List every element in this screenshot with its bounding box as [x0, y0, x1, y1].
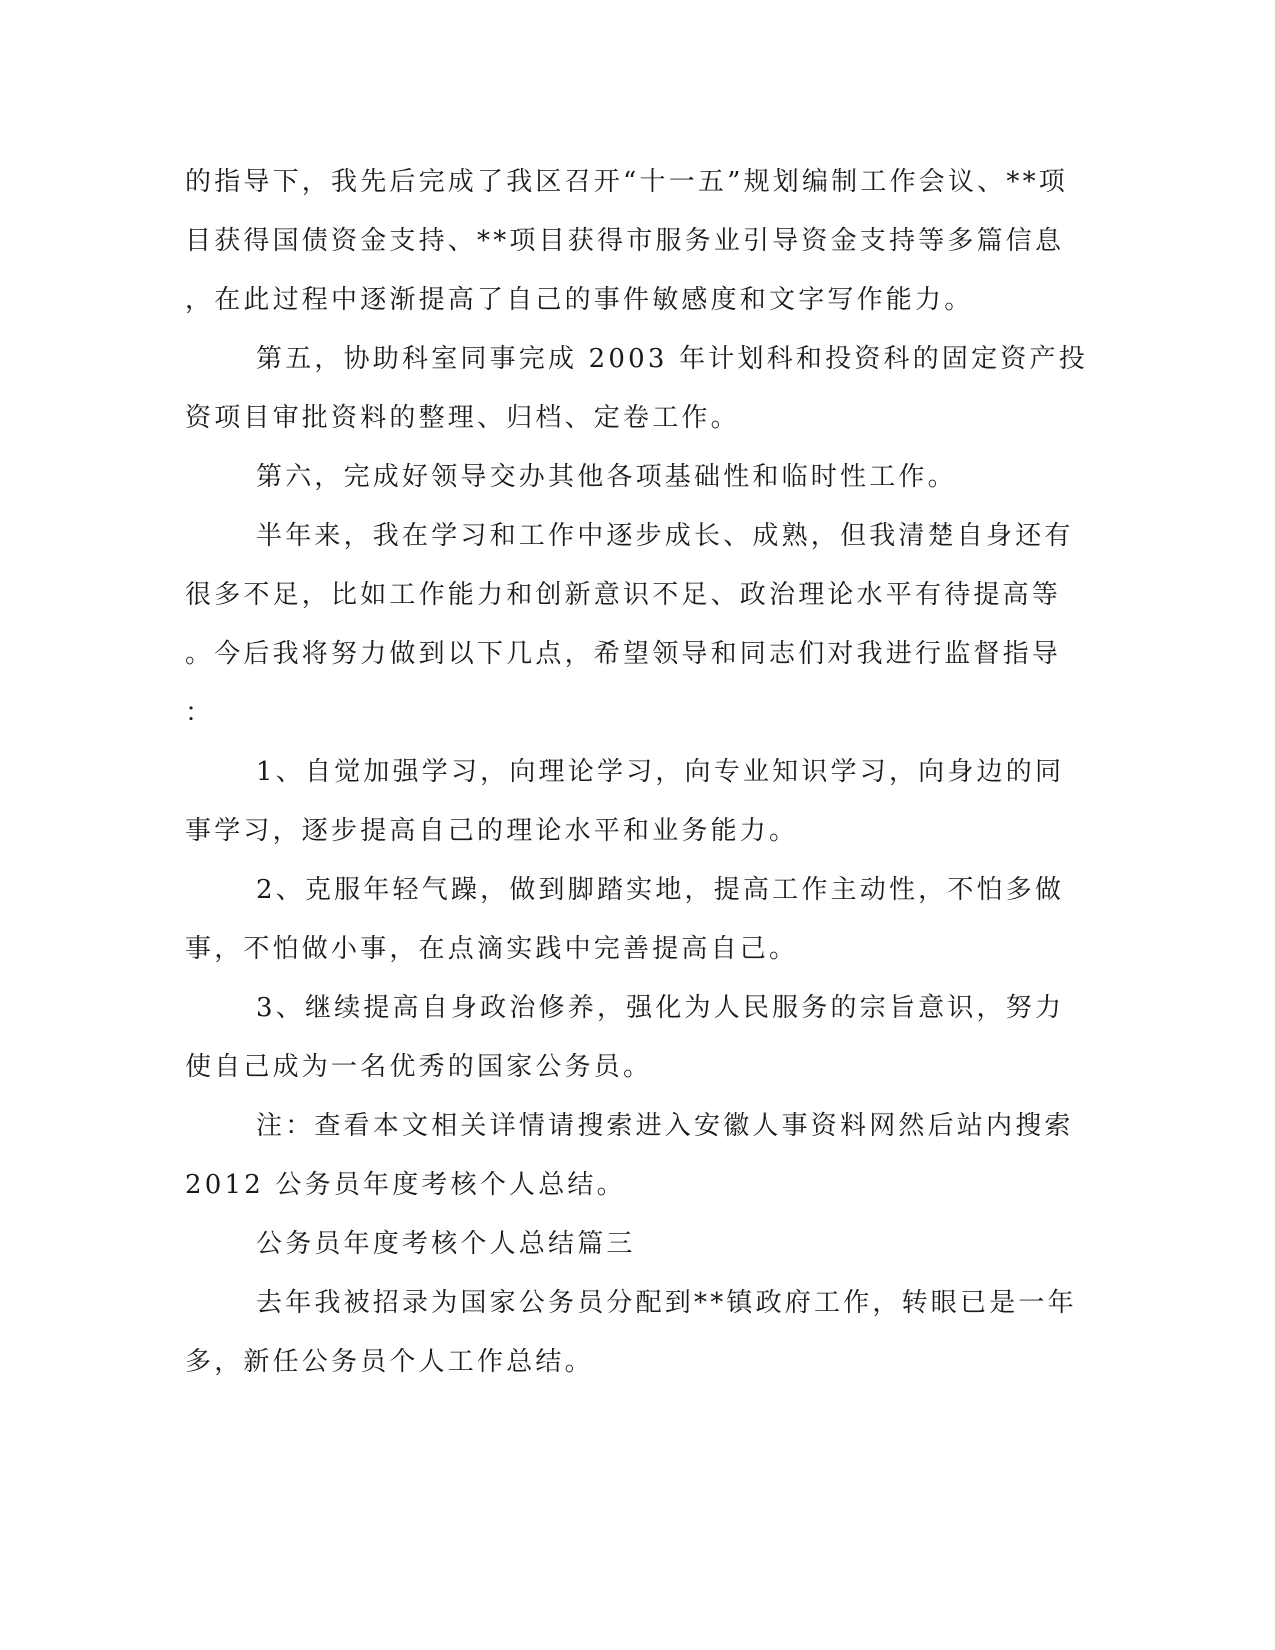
paragraph-start-line: 半年来，我在学习和工作中逐步成长、成熟，但我清楚自身还有	[256, 521, 1074, 551]
text-line: 。今后我将努力做到以下几点，希望领导和同志们对我进行监督指导	[185, 639, 1062, 669]
text-line: 事学习，逐步提高自己的理论水平和业务能力。	[185, 816, 799, 846]
text-line: 2012 公务员年度考核个人总结。	[185, 1170, 626, 1200]
paragraph-start-line: 第五，协助科室同事完成 2003 年计划科和投资科的固定资产投	[256, 344, 1088, 374]
list-item-3-line: 3、继续提高自身政治修养，强化为人民服务的宗旨意识，努力	[256, 993, 1065, 1023]
text-line: ，在此过程中逐渐提高了自己的事件敏感度和文字写作能力。	[185, 285, 974, 315]
text-line: 的指导下，我先后完成了我区召开“十一五”规划编制工作会议、**项	[185, 167, 1068, 197]
text-line: ：	[185, 698, 215, 728]
text-line: 资项目审批资料的整理、归档、定卷工作。	[185, 403, 740, 433]
section-heading: 公务员年度考核个人总结篇三	[256, 1229, 636, 1259]
text-line: 多，新任公务员个人工作总结。	[185, 1347, 594, 1377]
text-line: 使自己成为一名优秀的国家公务员。	[185, 1052, 653, 1082]
text-line: 目获得国债资金支持、**项目获得市服务业引导资金支持等多篇信息	[185, 226, 1065, 256]
text-line: 事，不怕做小事，在点滴实践中完善提高自己。	[185, 934, 799, 964]
list-item-2-line: 2、克服年轻气躁，做到脚踏实地，提高工作主动性，不怕多做	[256, 875, 1065, 905]
paragraph-start-line: 第六，完成好领导交办其他各项基础性和临时性工作。	[256, 462, 957, 492]
note-line: 注：查看本文相关详情请搜索进入安徽人事资料网然后站内搜索	[256, 1111, 1074, 1141]
paragraph-start-line: 去年我被招录为国家公务员分配到**镇政府工作，转眼已是一年	[256, 1288, 1077, 1318]
text-line: 很多不足，比如工作能力和创新意识不足、政治理论水平有待提高等	[185, 580, 1062, 610]
list-item-1-line: 1、自觉加强学习，向理论学习，向专业知识学习，向身边的同	[256, 757, 1065, 787]
